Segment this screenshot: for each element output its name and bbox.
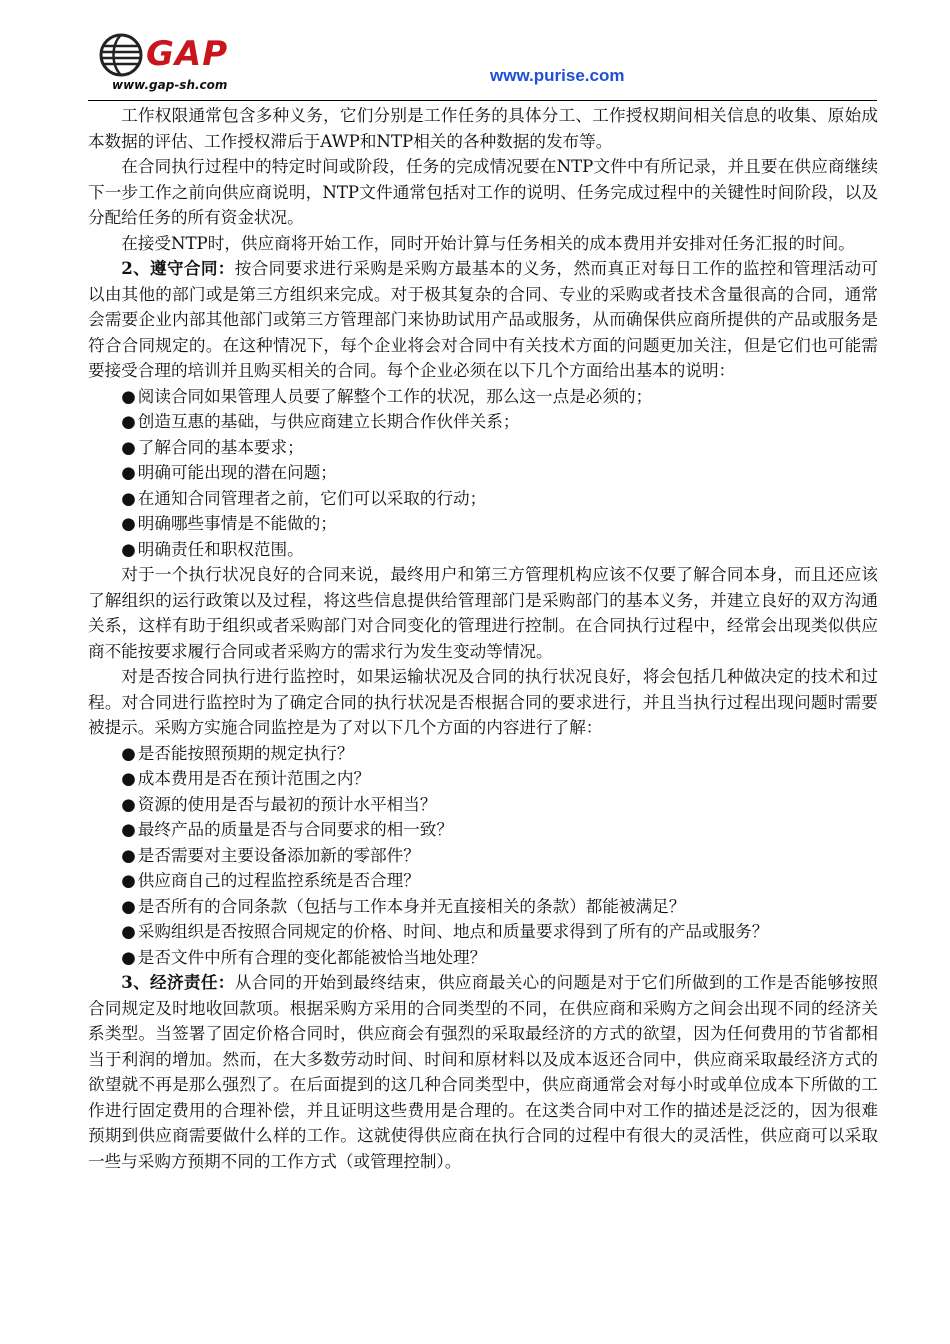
section-2-text: 按合同要求进行采购是采购方最基本的义务，然而真正对每日工作的监控和管理活动可以由其他的部门或是第三方组织来完成。对于极其复杂的合同、专业的采购或者技术含量很高的合同，通常会需要企业内部其他部门或第三方管理部门来协助试用产品或服务，从而确保供应商所提供的产品或服务是符合合同规定的。在这种情况下，每个企业将会对合同中有关技术方面的问题更加关注，但是它们也可能需要接受合理的培训并且购买相关的合同。每个企业必须在以下几个方面给出基本的说明： [88, 259, 879, 380]
bullet-icon: ● [121, 922, 136, 941]
list-item: ● 成本费用是否在预计范围之内？ [88, 766, 878, 792]
list-item: ● 了解合同的基本要求； [88, 435, 878, 461]
list-item: ● 是否能按照预期的规定执行？ [88, 741, 878, 767]
section-2-heading: 2、遵守合同： [121, 258, 235, 278]
bullet-icon: ● [121, 769, 136, 788]
bullet-icon: ● [121, 463, 136, 482]
bullet-icon: ● [121, 488, 136, 508]
bullet-icon: ● [121, 412, 136, 431]
section-3-paragraph [88, 970, 878, 1174]
paragraph: 工作权限通常包含多种义务，它们分别是工作任务的具体分工、工作授权期间相关信息的收集、原始成本数据的评估、工作授权滞后于AWP和NTP相关的各种数据的发布等。 [88, 106, 878, 151]
page-header [88, 28, 878, 100]
paragraph: 在接受NTP时，供应商将开始工作，同时开始计算与任务相关的成本费用并安排对任务汇报的时间。 [121, 233, 855, 253]
list-item: ● 在通知合同管理者之前，它们可以采取的行动； [88, 486, 878, 512]
paragraph: 对于一个执行状况良好的合同来说，最终用户和第三方管理机构应该不仅要了解合同本身，而且还应该了解组织的运行政策以及过程，将这些信息提供给管理部门是采购部门的基本义务，并建立良好的双方沟通关系，这样有助于组织或者采购部门对合同变化的管理进行控制。在合同执行过程中，经常会出现类似供应商不能按要求履行合同或者采购方的需求行为发生变动等情况。 [88, 565, 878, 661]
paragraph: 在合同执行过程中的特定时间或阶段，任务的完成情况要在NTP文件中有所记录，并且要在供应商继续下一步工作之前向供应商说明，NTP文件通常包括对工作的说明、任务完成过程中的关键性时间阶段，以及分配给任务的所有资金状况。 [88, 157, 878, 227]
gap-globe-icon [98, 32, 144, 78]
list-item: ● 阅读合同如果管理人员要了解整个工作的状况，那么这一点是必须的； [88, 384, 878, 410]
bullet-icon: ● [121, 437, 136, 457]
bullet-icon: ● [121, 794, 136, 814]
bullet-icon: ● [121, 871, 136, 890]
gap-logo[interactable] [98, 32, 258, 94]
list-item: ● 明确责任和职权范围。 [88, 537, 878, 563]
bullet-icon: ● [121, 743, 136, 763]
list-item: ● 明确哪些事情是不能做的； [88, 511, 878, 537]
list-item: ● 是否文件中所有合理的变化都能被恰当地处理？ [88, 945, 878, 971]
section-3-heading: 3、经济责任： [121, 972, 235, 992]
header-divider [88, 100, 877, 101]
bullet-icon: ● [121, 947, 136, 967]
paragraph: 对是否按合同执行进行监控时，如果运输状况及合同的执行状况良好，将会包括几种做决定的技术和过程。对合同进行监控时为了确定合同的执行状况是否根据合同的要求进行，并且当执行过程出现问题时需要被提示。采购方实施合同监控是为了对以下几个方面的内容进行了解： [88, 667, 878, 737]
list-item: ● 采购组织是否按照合同规定的价格、时间、地点和质量要求得到了所有的产品或服务？ [88, 919, 878, 945]
section-2-paragraph [88, 256, 878, 384]
logo-url: www.gap-sh.com [112, 78, 228, 92]
list-item: ● 是否所有的合同条款（包括与工作本身并无直接相关的条款）都能被满足？ [88, 894, 878, 920]
bullet-icon: ● [121, 820, 136, 839]
list-item: ● 供应商自己的过程监控系统是否合理？ [88, 868, 878, 894]
bullet-icon: ● [121, 845, 136, 865]
bullet-icon: ● [121, 539, 136, 559]
bullet-icon: ● [121, 514, 136, 533]
list-item: ● 是否需要对主要设备添加新的零部件？ [88, 843, 878, 869]
section-3-text: 从合同的开始到最终结束，供应商最关心的问题是对于它们所做到的工作是否能够按照合同规定及时地收回款项。根据采购方采用的合同类型的不同，在供应商和采购方之间会出现不同的经济关系类型。当签署了固定价格合同时，供应商会有强烈的采取最经济的方式的欲望，因为任何费用的节省都相当于利润的增加。然而，在大多数劳动时间、时间和原材料以及成本返还合同中，供应商采取最经济方式的欲望就不再是那么强烈了。在后面提到的这几种合同类型中，供应商通常会对每小时或单位成本下所做的工作进行固定费用的合理补偿，并且证明这些费用是合理的。在这类合同中对工作的描述是泛泛的，因为很难预期到供应商需要做什么样的工作。这就使得供应商在执行合同的过程中有很大的灵活性，供应商可以采取一些与采购方预期不同的工作方式（或管理控制）。 [88, 973, 879, 1171]
document-body [88, 103, 878, 1174]
list-item: ● 明确可能出现的潜在问题； [88, 460, 878, 486]
site-url-link[interactable]: www.purise.com [490, 66, 625, 85]
bullet-icon: ● [121, 896, 136, 916]
logo-wordmark: GAP [146, 34, 229, 74]
list-item: ● 最终产品的质量是否与合同要求的相一致？ [88, 817, 878, 843]
list-item: ● 创造互惠的基础，与供应商建立长期合作伙伴关系； [88, 409, 878, 435]
list-item: ● 资源的使用是否与最初的预计水平相当？ [88, 792, 878, 818]
bullet-icon: ● [121, 386, 136, 406]
